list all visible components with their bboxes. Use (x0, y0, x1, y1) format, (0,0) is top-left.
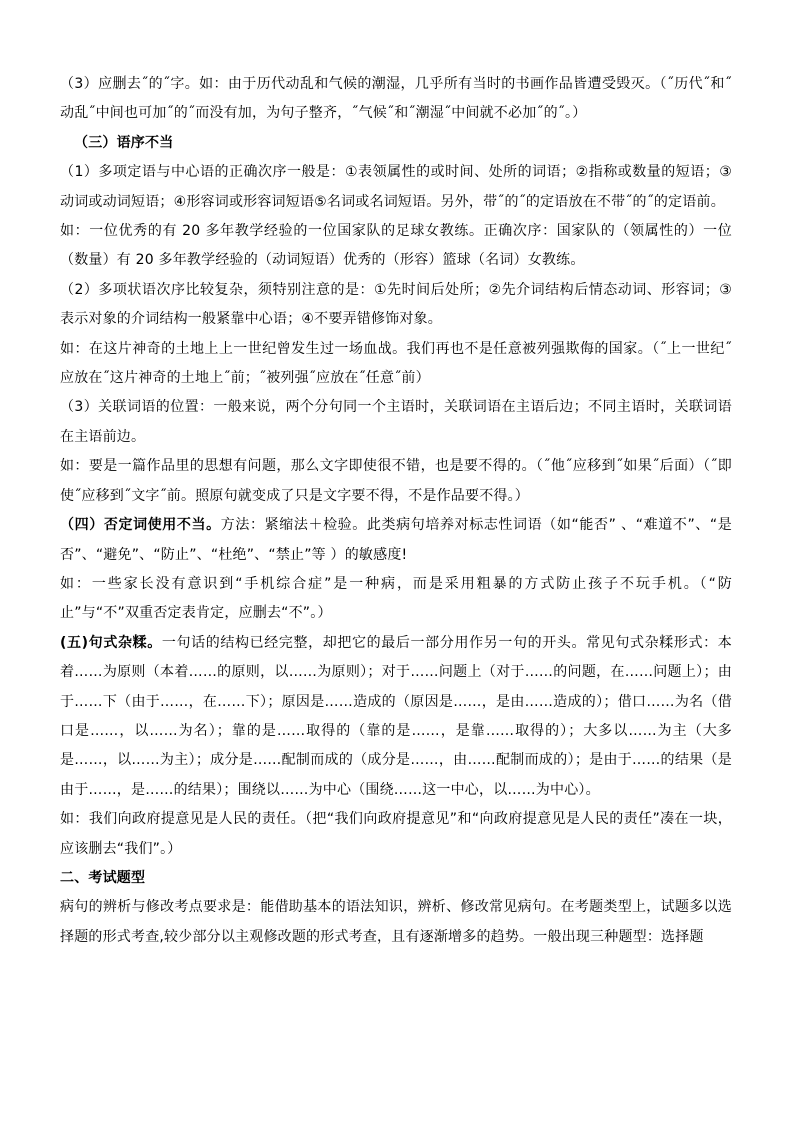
paragraph-mixed-structure (60, 629, 732, 805)
paragraph-exam-requirements: 病句的辨析与修改考点要求是：能借助基本的语法知识，辨析、修改常见病句。在考题类型上，试题多以选择题的形式考查,较少部分以主观修改题的形式考查，且有逐渐增多的趋势。一般出现三种题型：选择题 (60, 899, 732, 945)
paragraph-negation-misuse (60, 511, 732, 570)
mixed-structure-text: 一句话的结构已经完整，却把它的最后一部分用作另一句的开头。常见句式杂糅形式：本着……为原则（本着……的原则，以……为原则）；对于……问题上（对于……的问题，在……问题上）；由于……下（由于……，在……下）；原因是……造成的（原因是……，是由……造成的）；借口……为名（借口是……，以……为名）；靠的是……取得的（靠的是……，是靠……取得的）；大多以……为主（大多是……，以……为主）；成分是……配制而成的（成分是……，由……配制而成的）；是由于……的结果（是由于……，是……的结果）；围绕以……为中心（围绕……这一中心，以……为中心）。 (60, 634, 732, 798)
paragraph-mixed-example: 如：我们向政府提意见是人民的责任。（把“我们向政府提意见”和“向政府提意见是人民的责任”凑在一块，应该删去“我们”。） (60, 811, 732, 857)
section-heading-word-order (60, 129, 732, 158)
mixed-structure-heading: (五)句式杂糅。 (60, 634, 162, 651)
paragraph-conjunction-example: 如：要是一篇作品里的思想有问题，那么文字即使很不错，也是要不得的。（˝他˝应移到˝如果˝后面）（˝即使˝应移到˝文字˝前。照原句就变成了只是文字要不得，不是作品要不得。） (60, 458, 732, 504)
negation-text: 方法：紧缩法＋检验。此类病句培养对标志性词语（如“能否” 、“难道不”、“是否”、“避免”、“防止”、“杜绝”、“禁止”等 ）的敏感度! (60, 517, 732, 563)
paragraph-attribute-example: 如：一位优秀的有 20 多年教学经验的一位国家队的足球女教练。正确次序：国家队的（领属性的）一位（数量）有 20 多年教学经验的（动词短语）优秀的（形容）篮球（名词）女教练。 (60, 223, 732, 269)
paragraph-adverbial-example: 如：在这片神奇的土地上上一世纪曾发生过一场血战。我们再也不是任意被列强欺侮的国家。（˝上一世纪˝应放在˝这片神奇的土地上˝前；˝被列强˝应放在˝任意˝前） (60, 340, 732, 387)
paragraph-deletion-example: （3）应删去˝的˝字。如：由于历代动乱和气候的潮湿，几乎所有当时的书画作品皆遭受毁灭。（˝历代˝和˝动乱˝中间也可加˝的˝而没有加，为句子整齐，˝气候˝和˝潮湿˝中间就不必加˝的˝。） (60, 76, 732, 122)
heading-text: （三）语序不当 (74, 134, 174, 151)
paragraph-attribute-order: （1）多项定语与中心语的正确次序一般是：①表领属性的或时间、处所的词语；②指称或数量的短语；③动词或动词短语；④形容词或形容词短语⑤名词或名词短语。另外，带˝的˝的定语放在不带˝的˝的定语前。 (60, 164, 732, 210)
document-page (60, 70, 732, 952)
paragraph-negation-example: 如：一些家长没有意识到“手机综合症”是一种病，而是采用粗暴的方式防止孩子不玩手机。（“防止”与“不”双重否定表肯定，应删去“不”。） (60, 575, 732, 622)
negation-heading: （四）否定词使用不当。 (60, 517, 221, 534)
paragraph-adverbial-order: （2）多项状语次序比较复杂，须特别注意的是：①先时间后处所；②先介词结构后情态动词、形容词；③表示对象的介词结构一般紧靠中心语；④不要弄错修饰对象。 (60, 281, 732, 328)
section-heading-exam-types: 二、考试题型 (60, 869, 146, 886)
paragraph-conjunction-position: （3）关联词语的位置：一般来说，两个分句同一个主语时，关联词语在主语后边；不同主语时，关联词语在主语前边。 (60, 399, 732, 445)
